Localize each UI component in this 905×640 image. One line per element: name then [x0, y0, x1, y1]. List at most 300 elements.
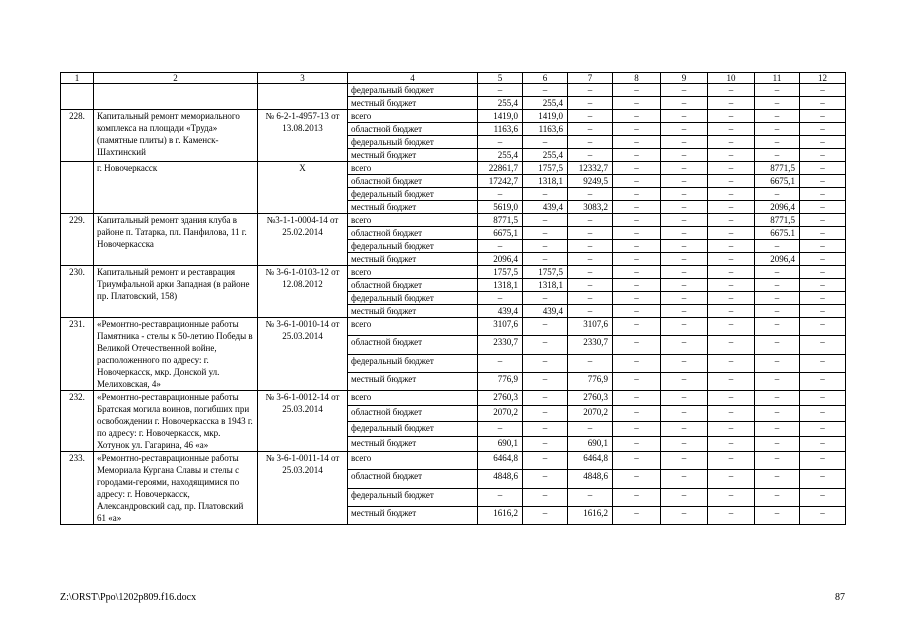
- budget-value: 2096,4: [755, 201, 800, 214]
- budget-value: –: [755, 391, 800, 406]
- budget-value: 6464,8: [568, 452, 613, 470]
- budget-value: –: [755, 292, 800, 305]
- budget-value: –: [800, 84, 846, 97]
- budget-source: всего: [348, 318, 478, 336]
- budget-value: –: [568, 488, 613, 506]
- budget-value: –: [755, 336, 800, 354]
- budget-value: –: [800, 123, 846, 136]
- budget-value: –: [523, 470, 568, 488]
- table-row: [61, 318, 846, 336]
- budget-value: –: [523, 227, 568, 240]
- budget-value: –: [661, 123, 708, 136]
- budget-source: местный бюджет: [348, 97, 478, 110]
- table-row: [61, 391, 846, 406]
- budget-value: –: [478, 240, 523, 253]
- budget-value: –: [661, 266, 708, 279]
- budget-value: –: [661, 305, 708, 318]
- budget-value: –: [800, 240, 846, 253]
- budget-value: –: [613, 292, 661, 305]
- budget-value: –: [800, 97, 846, 110]
- budget-value: 6464,8: [478, 452, 523, 470]
- budget-source: областной бюджет: [348, 227, 478, 240]
- budget-value: 1419,0: [523, 110, 568, 123]
- budget-value: –: [613, 279, 661, 292]
- budget-value: –: [523, 253, 568, 266]
- budget-value: –: [708, 97, 755, 110]
- budget-value: –: [661, 175, 708, 188]
- budget-value: –: [708, 188, 755, 201]
- budget-value: –: [523, 488, 568, 506]
- budget-value: –: [523, 188, 568, 201]
- column-header: 9: [661, 73, 708, 84]
- budget-value: –: [661, 240, 708, 253]
- budget-value: 5619,0: [478, 201, 523, 214]
- budget-value: –: [755, 123, 800, 136]
- budget-value: –: [755, 506, 800, 524]
- table-row: [61, 162, 846, 175]
- row-number: 233.: [61, 452, 94, 525]
- file-path: Z:\ORST\Ppo\1202p809.f16.docx: [60, 592, 197, 603]
- budget-value: –: [613, 470, 661, 488]
- budget-value: 776,9: [478, 372, 523, 390]
- budget-value: –: [708, 175, 755, 188]
- budget-value: –: [708, 336, 755, 354]
- budget-value: –: [708, 266, 755, 279]
- document-number: № 3-6-1-0010-14 от 25.03.2014: [258, 318, 348, 391]
- budget-value: –: [800, 318, 846, 336]
- budget-value: –: [613, 149, 661, 162]
- budget-value: –: [708, 506, 755, 524]
- budget-value: –: [478, 84, 523, 97]
- budget-value: 3107,6: [478, 318, 523, 336]
- budget-source: местный бюджет: [348, 372, 478, 390]
- document-number: № 3-6-1-0103-12 от 12.08.2012: [258, 266, 348, 318]
- budget-value: 9249,5: [568, 175, 613, 188]
- budget-value: 1163,6: [523, 123, 568, 136]
- budget-value: –: [800, 227, 846, 240]
- budget-value: –: [613, 214, 661, 227]
- budget-value: –: [661, 354, 708, 372]
- row-number: 229.: [61, 214, 94, 266]
- budget-value: –: [613, 421, 661, 436]
- budget-value: –: [568, 227, 613, 240]
- budget-value: –: [800, 175, 846, 188]
- budget-value: –: [568, 421, 613, 436]
- budget-value: –: [523, 336, 568, 354]
- budget-value: –: [708, 406, 755, 421]
- budget-value: 8771,5: [478, 214, 523, 227]
- object-name: [94, 84, 258, 110]
- budget-value: –: [613, 136, 661, 149]
- budget-value: 3107,6: [568, 318, 613, 336]
- column-header: 6: [523, 73, 568, 84]
- budget-source: федеральный бюджет: [348, 188, 478, 201]
- budget-source: областной бюджет: [348, 279, 478, 292]
- header-row: [61, 73, 846, 84]
- budget-value: –: [523, 406, 568, 421]
- budget-value: –: [661, 136, 708, 149]
- budget-value: 8771,5: [755, 214, 800, 227]
- document-number: Х: [258, 162, 348, 214]
- budget-value: 2096,4: [478, 253, 523, 266]
- budget-value: –: [708, 240, 755, 253]
- budget-value: –: [661, 336, 708, 354]
- table-row: [61, 110, 846, 123]
- budget-value: –: [568, 305, 613, 318]
- budget-value: –: [478, 188, 523, 201]
- budget-source: местный бюджет: [348, 305, 478, 318]
- budget-value: –: [708, 123, 755, 136]
- budget-value: 6675.1: [755, 227, 800, 240]
- budget-value: 1757,5: [523, 266, 568, 279]
- budget-value: –: [800, 253, 846, 266]
- budget-value: –: [708, 227, 755, 240]
- budget-value: –: [523, 214, 568, 227]
- budget-value: –: [613, 266, 661, 279]
- budget-value: –: [568, 136, 613, 149]
- budget-value: –: [613, 406, 661, 421]
- budget-value: –: [523, 436, 568, 451]
- budget-source: местный бюджет: [348, 149, 478, 162]
- budget-source: областной бюджет: [348, 406, 478, 421]
- budget-value: 8771,5: [755, 162, 800, 175]
- budget-value: –: [755, 318, 800, 336]
- budget-value: 690,1: [478, 436, 523, 451]
- table-row: [61, 214, 846, 227]
- budget-value: –: [755, 488, 800, 506]
- budget-value: –: [708, 110, 755, 123]
- budget-value: –: [661, 506, 708, 524]
- budget-value: –: [755, 452, 800, 470]
- budget-value: –: [800, 421, 846, 436]
- budget-source: местный бюджет: [348, 506, 478, 524]
- budget-value: –: [755, 84, 800, 97]
- budget-value: 255,4: [478, 97, 523, 110]
- column-header: 3: [258, 73, 348, 84]
- column-header: 11: [755, 73, 800, 84]
- budget-value: –: [755, 305, 800, 318]
- budget-source: федеральный бюджет: [348, 136, 478, 149]
- object-name: «Ремонтно-реставрационные работы Мемориала Кургана Славы и стелы с городами-героями, находящимися по адресу: г. Новочеркасск, Александровский сад, пр. Платовский 61 «а»: [94, 452, 258, 525]
- budget-value: –: [755, 354, 800, 372]
- budget-value: –: [523, 292, 568, 305]
- budget-value: –: [523, 354, 568, 372]
- budget-value: –: [478, 488, 523, 506]
- object-name: «Ремонтно-реставрационные работы Братская могила воинов, погибших при освобождении г. Новочеркасска в 1943 г. по адресу: г. Новочеркасск, мкр. Хотунок ул. Гагарина, 46 «а»: [94, 391, 258, 452]
- object-name: Капитальный ремонт здания клуба в районе п. Татарка, пл. Панфилова, 11 г. Новочеркасска: [94, 214, 258, 266]
- object-name: Капитальный ремонт и реставрация Триумфальной арки Западная (в районе пр. Платовский, 158): [94, 266, 258, 318]
- budget-value: –: [755, 136, 800, 149]
- budget-value: –: [661, 488, 708, 506]
- budget-value: –: [478, 292, 523, 305]
- budget-value: –: [523, 421, 568, 436]
- budget-source: местный бюджет: [348, 436, 478, 451]
- budget-value: 22861,7: [478, 162, 523, 175]
- object-name: «Ремонтно-реставрационные работы Памятника - стелы к 50-летию Победы в Великой Отечественной войне, расположенного по адресу: г. Новочеркасск, мкр. Донской ул. Мелиховская, 4»: [94, 318, 258, 391]
- budget-value: –: [613, 84, 661, 97]
- budget-value: –: [613, 227, 661, 240]
- budget-value: –: [755, 279, 800, 292]
- budget-value: –: [755, 97, 800, 110]
- budget-value: –: [661, 253, 708, 266]
- budget-value: 776,9: [568, 372, 613, 390]
- document-table-container: [60, 72, 845, 525]
- budget-value: –: [568, 354, 613, 372]
- row-number: 231.: [61, 318, 94, 391]
- budget-value: –: [755, 372, 800, 390]
- object-name: Капитальный ремонт мемориального комплекса на площади «Труда» (памятные плиты) в г. Каменск-Шахтинский: [94, 110, 258, 162]
- budget-value: –: [755, 406, 800, 421]
- budget-value: –: [800, 188, 846, 201]
- budget-value: –: [800, 391, 846, 406]
- budget-value: 1318,1: [523, 175, 568, 188]
- budget-value: –: [568, 188, 613, 201]
- budget-value: –: [800, 406, 846, 421]
- budget-value: –: [523, 506, 568, 524]
- budget-value: –: [523, 318, 568, 336]
- budget-value: –: [613, 253, 661, 266]
- budget-value: –: [661, 372, 708, 390]
- budget-value: –: [613, 201, 661, 214]
- budget-value: 1318,1: [523, 279, 568, 292]
- budget-value: 2070,2: [568, 406, 613, 421]
- budget-value: –: [755, 240, 800, 253]
- budget-value: 690,1: [568, 436, 613, 451]
- budget-value: –: [755, 436, 800, 451]
- document-number: № 3-6-1-0011-14 от 25.03.2014: [258, 452, 348, 525]
- budget-value: –: [800, 488, 846, 506]
- budget-value: –: [523, 136, 568, 149]
- budget-value: –: [708, 136, 755, 149]
- budget-value: –: [800, 214, 846, 227]
- budget-value: –: [613, 391, 661, 406]
- budget-source: областной бюджет: [348, 336, 478, 354]
- budget-source: всего: [348, 266, 478, 279]
- budget-table: [60, 72, 846, 525]
- table-row: [61, 266, 846, 279]
- budget-value: –: [478, 354, 523, 372]
- budget-value: –: [661, 227, 708, 240]
- budget-value: –: [568, 149, 613, 162]
- budget-value: –: [661, 391, 708, 406]
- budget-value: 255,4: [523, 97, 568, 110]
- budget-value: 439,4: [523, 201, 568, 214]
- budget-value: –: [568, 253, 613, 266]
- budget-value: 1757,5: [523, 162, 568, 175]
- budget-value: –: [523, 240, 568, 253]
- budget-value: –: [800, 201, 846, 214]
- budget-value: 6675,1: [755, 175, 800, 188]
- budget-value: –: [708, 452, 755, 470]
- budget-value: –: [800, 506, 846, 524]
- budget-value: –: [568, 110, 613, 123]
- budget-value: –: [661, 149, 708, 162]
- budget-value: 439,4: [523, 305, 568, 318]
- budget-value: –: [708, 162, 755, 175]
- budget-value: –: [708, 84, 755, 97]
- budget-value: –: [613, 372, 661, 390]
- budget-source: федеральный бюджет: [348, 84, 478, 97]
- budget-value: –: [708, 488, 755, 506]
- budget-value: –: [568, 97, 613, 110]
- budget-value: –: [661, 97, 708, 110]
- budget-value: –: [800, 292, 846, 305]
- budget-value: –: [708, 201, 755, 214]
- column-header: 12: [800, 73, 846, 84]
- budget-value: –: [568, 279, 613, 292]
- budget-value: –: [708, 421, 755, 436]
- budget-source: всего: [348, 452, 478, 470]
- budget-value: –: [755, 188, 800, 201]
- budget-value: –: [613, 336, 661, 354]
- column-header: 8: [613, 73, 661, 84]
- budget-value: –: [800, 136, 846, 149]
- budget-source: всего: [348, 162, 478, 175]
- budget-value: –: [800, 305, 846, 318]
- budget-value: –: [800, 436, 846, 451]
- budget-value: –: [613, 123, 661, 136]
- budget-source: областной бюджет: [348, 175, 478, 188]
- column-header: 1: [61, 73, 94, 84]
- budget-value: –: [800, 452, 846, 470]
- budget-value: –: [478, 136, 523, 149]
- budget-value: –: [800, 336, 846, 354]
- table-row: [61, 84, 846, 97]
- budget-value: –: [800, 354, 846, 372]
- table-row: [61, 452, 846, 470]
- budget-value: –: [568, 240, 613, 253]
- budget-value: 12332,7: [568, 162, 613, 175]
- budget-value: –: [800, 110, 846, 123]
- budget-source: федеральный бюджет: [348, 488, 478, 506]
- budget-source: местный бюджет: [348, 253, 478, 266]
- budget-source: всего: [348, 110, 478, 123]
- row-number: 230.: [61, 266, 94, 318]
- budget-value: 2070,2: [478, 406, 523, 421]
- budget-value: 4848,6: [478, 470, 523, 488]
- budget-value: –: [613, 506, 661, 524]
- row-number: 232.: [61, 391, 94, 452]
- budget-value: –: [613, 97, 661, 110]
- budget-value: 17242,7: [478, 175, 523, 188]
- budget-value: –: [661, 421, 708, 436]
- budget-source: федеральный бюджет: [348, 354, 478, 372]
- budget-value: –: [661, 201, 708, 214]
- budget-source: всего: [348, 214, 478, 227]
- budget-value: –: [755, 149, 800, 162]
- budget-value: –: [708, 470, 755, 488]
- column-header: 7: [568, 73, 613, 84]
- budget-value: 3083,2: [568, 201, 613, 214]
- budget-value: –: [661, 162, 708, 175]
- budget-value: –: [708, 436, 755, 451]
- budget-source: федеральный бюджет: [348, 240, 478, 253]
- budget-value: –: [755, 470, 800, 488]
- budget-value: –: [800, 279, 846, 292]
- budget-source: федеральный бюджет: [348, 292, 478, 305]
- document-number: [258, 84, 348, 110]
- budget-value: –: [661, 452, 708, 470]
- budget-value: –: [800, 470, 846, 488]
- column-header: 5: [478, 73, 523, 84]
- budget-value: –: [568, 266, 613, 279]
- column-header: 10: [708, 73, 755, 84]
- budget-value: –: [755, 110, 800, 123]
- budget-value: –: [708, 354, 755, 372]
- budget-value: 2096,4: [755, 253, 800, 266]
- budget-value: –: [613, 318, 661, 336]
- page-number: 87: [835, 592, 845, 603]
- budget-value: 1163,6: [478, 123, 523, 136]
- budget-value: –: [613, 452, 661, 470]
- column-header: 4: [348, 73, 478, 84]
- budget-value: –: [800, 372, 846, 390]
- budget-value: –: [613, 188, 661, 201]
- budget-source: областной бюджет: [348, 470, 478, 488]
- column-header: 2: [94, 73, 258, 84]
- budget-value: 1616,2: [478, 506, 523, 524]
- budget-value: –: [523, 372, 568, 390]
- budget-value: –: [708, 279, 755, 292]
- budget-value: –: [708, 305, 755, 318]
- budget-source: федеральный бюджет: [348, 421, 478, 436]
- budget-value: –: [661, 214, 708, 227]
- object-name: г. Новочеркасск: [94, 162, 258, 214]
- budget-value: –: [568, 84, 613, 97]
- budget-value: –: [568, 292, 613, 305]
- budget-value: 439,4: [478, 305, 523, 318]
- budget-value: –: [755, 421, 800, 436]
- budget-value: 255,4: [523, 149, 568, 162]
- budget-value: –: [708, 292, 755, 305]
- budget-value: 4848,6: [568, 470, 613, 488]
- budget-value: –: [568, 123, 613, 136]
- budget-source: местный бюджет: [348, 201, 478, 214]
- budget-value: –: [800, 162, 846, 175]
- budget-value: –: [613, 162, 661, 175]
- budget-value: 6675,1: [478, 227, 523, 240]
- budget-value: –: [523, 391, 568, 406]
- budget-value: –: [708, 372, 755, 390]
- budget-value: –: [613, 175, 661, 188]
- budget-value: –: [661, 84, 708, 97]
- budget-value: –: [708, 391, 755, 406]
- budget-value: 255,4: [478, 149, 523, 162]
- budget-value: –: [478, 421, 523, 436]
- budget-value: –: [661, 292, 708, 305]
- budget-source: всего: [348, 391, 478, 406]
- budget-source: областной бюджет: [348, 123, 478, 136]
- row-number: [61, 162, 94, 214]
- document-number: №3-1-1-0004-14 от 25.02.2014: [258, 214, 348, 266]
- budget-value: –: [708, 214, 755, 227]
- budget-value: 1757,5: [478, 266, 523, 279]
- row-number: 228.: [61, 110, 94, 162]
- budget-value: –: [708, 149, 755, 162]
- budget-value: –: [523, 84, 568, 97]
- budget-value: 1616,2: [568, 506, 613, 524]
- budget-value: 2330,7: [478, 336, 523, 354]
- budget-value: 1419,0: [478, 110, 523, 123]
- budget-value: –: [613, 110, 661, 123]
- budget-value: –: [613, 354, 661, 372]
- budget-value: 2330,7: [568, 336, 613, 354]
- budget-value: 2760,3: [568, 391, 613, 406]
- budget-value: –: [661, 188, 708, 201]
- budget-value: –: [661, 436, 708, 451]
- budget-value: 2760,3: [478, 391, 523, 406]
- budget-value: –: [613, 240, 661, 253]
